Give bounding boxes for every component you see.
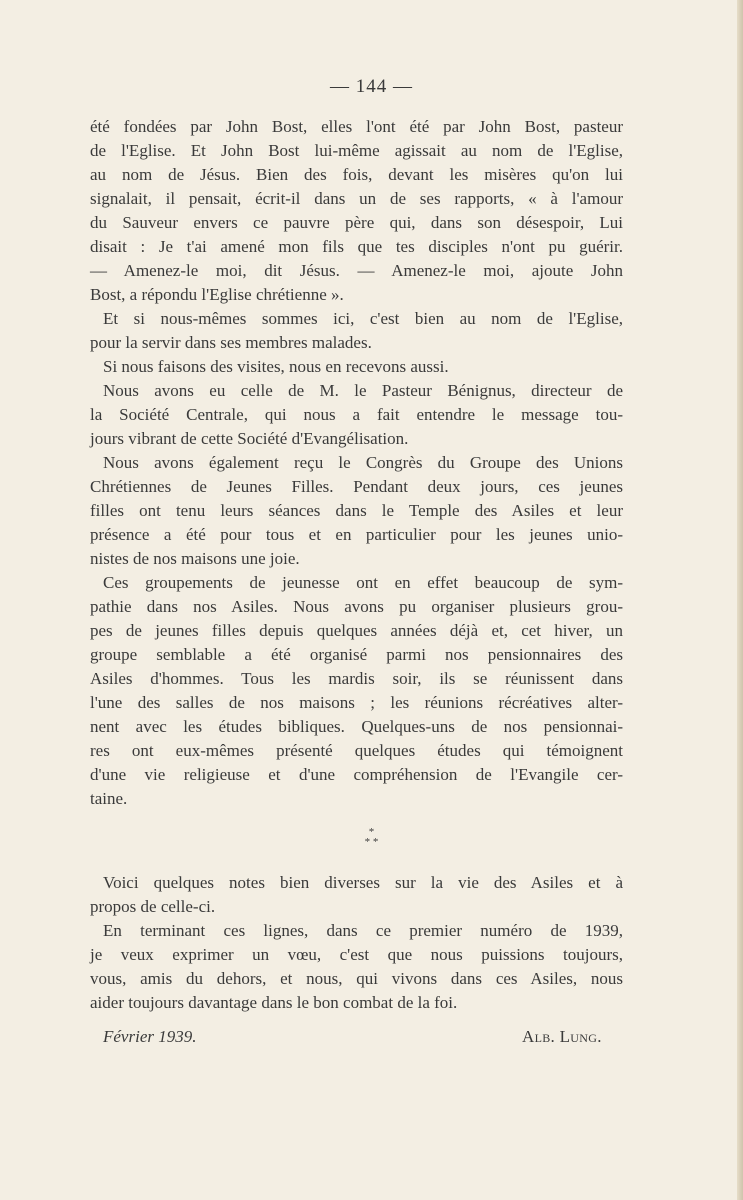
text-line: En terminant ces lignes, dans ce premier numéro de 1939,: [103, 921, 623, 940]
text-line: Et si nous-mêmes sommes ici, c'est bien au nom de l'Eglise,: [103, 309, 623, 328]
text-line: Si nous faisons des visites, nous en recevons aussi.: [103, 357, 449, 376]
signature: Alb. Lung.: [522, 1027, 602, 1046]
date: Février 1939.: [103, 1027, 197, 1046]
text-line: été fondées par John Bost, elles l'ont été par John Bost, pasteur: [90, 117, 623, 136]
text-line: disait : Je t'ai amené mon fils que tes disciples n'ont pu guérir.: [90, 237, 623, 256]
text-line: d'une vie religieuse et d'une compréhension de l'Evangile cer-: [90, 765, 623, 784]
text-line: nent avec les études bibliques. Quelques-uns de nos pensionnai-: [90, 717, 623, 736]
text-line: taine.: [90, 789, 128, 808]
text-line: pes de jeunes filles depuis quelques années déjà et, cet hiver, un: [90, 621, 623, 640]
text-line: Asiles d'hommes. Tous les mardis soir, ils se réunissent dans: [90, 669, 623, 688]
text-line: — Amenez-le moi, dit Jésus. — Amenez-le moi, ajoute John: [90, 261, 623, 280]
text-line: signalait, il pensait, écrit-il dans un de ses rapports, « à l'amour: [90, 189, 623, 208]
text-line: res ont eux-mêmes présenté quelques études qui témoignent: [90, 741, 623, 760]
text-line: présence a été pour tous et en particulier pour les jeunes unio-: [90, 525, 623, 544]
text-line: Chrétiennes de Jeunes Filles. Pendant deux jours, ces jeunes: [90, 477, 623, 496]
text-line: au nom de Jésus. Bien des fois, devant les misères qu'on lui: [90, 165, 623, 184]
text-line: groupe semblable a été organisé parmi nos pensionnaires des: [90, 645, 623, 664]
text-line: Nous avons également reçu le Congrès du Groupe des Unions: [103, 453, 623, 472]
text-line: vous, amis du dehors, et nous, qui vivons dans ces Asiles, nous: [90, 969, 623, 988]
page-number: — 144 —: [330, 76, 413, 97]
text-line: jours vibrant de cette Société d'Evangélisation.: [90, 429, 409, 448]
text-line: du Sauveur envers ce pauvre père qui, dans son désespoir, Lui: [90, 213, 623, 232]
text-line: propos de celle-ci.: [90, 897, 216, 916]
text-line: je veux exprimer un vœu, c'est que nous puissions toujours,: [90, 945, 623, 964]
asterism-top: *: [368, 826, 375, 838]
text-line: de l'Eglise. Et John Bost lui-même agissait au nom de l'Eglise,: [90, 141, 623, 160]
text-line: la Société Centrale, qui nous a fait entendre le message tou-: [90, 405, 623, 424]
text-line: Voici quelques notes bien diverses sur la vie des Asiles et à: [103, 873, 623, 892]
text-line: filles ont tenu leurs séances dans le Temple des Asiles et leur: [90, 501, 623, 520]
text-line: Nous avons eu celle de M. le Pasteur Bénignus, directeur de: [103, 381, 623, 400]
text-line: pathie dans nos Asiles. Nous avons pu organiser plusieurs grou-: [90, 597, 623, 616]
text-line: nistes de nos maisons une joie.: [90, 549, 300, 568]
text-line: aider toujours davantage dans le bon combat de la foi.: [90, 993, 458, 1012]
asterism-bottom: * *: [364, 836, 379, 848]
text-line: Ces groupements de jeunesse ont en effet beaucoup de sym-: [103, 573, 623, 592]
text-line: Bost, a répondu l'Eglise chrétienne ».: [90, 285, 344, 304]
text-line: pour la servir dans ses membres malades.: [90, 333, 372, 352]
text-line: l'une des salles de nos maisons ; les réunions récréatives alter-: [90, 693, 623, 712]
page-edge: [737, 0, 743, 1200]
